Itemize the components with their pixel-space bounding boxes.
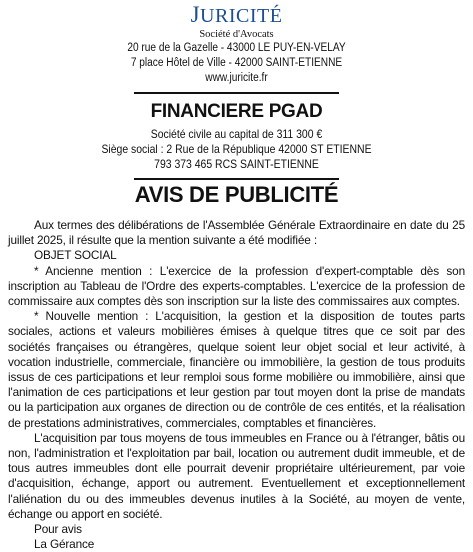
notice-title: AVIS DE PUBLICITÉ	[134, 182, 339, 207]
notice-paragraph: Aux termes des délibérations de l'Assemblée Générale Extraordinaire en date du 25 juillet 2025, il résulte que la mention suivante a été modifiée :	[8, 218, 465, 248]
title-divider	[134, 178, 339, 180]
notice-paragraph: * Nouvelle mention : L'acquisition, la gestion et la disposition de toutes parts sociales, actions et valeurs mobilières émises à quelque titres que ce soit par des sociétés françaises ou étrangères, quelque soient leur objet social et leur activité, à vocation industrielle, commerciale, financière ou immobilière, la gestion de tous produits issus de ces participations et leur remploi sous forme mobilière ou immobilière, ainsi que l'animation de ces participations et leur gestion par tout moyen dont la prise de mandats ou la participation aux organes de direction ou de contrôle de ces entités, et la réalisation de prestations administratives, commerciales, comptables et financières.	[8, 309, 465, 430]
notice-paragraph: * Ancienne mention : L'exercice de la profession d'expert-comptable dès son inscription au Tableau de l'Ordre des experts-comptables. L'exercice de la profession de commissaire aux comptes dès son inscription sur la liste des commissaires aux comptes.	[8, 263, 465, 309]
notice-body	[8, 218, 465, 552]
company-rcs-number: 793 373 465 RCS SAINT-ETIENNE	[154, 158, 319, 171]
notice-paragraph: L'acquisition par tous moyens de tous immeubles en France ou à l'étranger, bâtis ou non, l'administration et l'exploitation par bail, location ou autrement dudit immeuble, et de tous autres immeubles dont elle pourrait devenir propriétaire ultérieurement, par voie d'acquisition, échange, apport ou autrement. Eventuellement et exceptionnellement l'aliénation du ou des immeubles devenus inutiles à la Société, au moyen de vente, échange ou apport en société.	[8, 430, 465, 521]
firm-subtitle: Société d'Avocats	[199, 29, 274, 40]
company-registered-office: Siège social : 2 Rue de la République 42000 ST ETIENNE	[101, 143, 372, 156]
notice-signatory: La Gérance	[34, 537, 95, 552]
firm-address-line: 20 rue de la Gazelle - 43000 LE PUY-EN-VELAY	[127, 42, 346, 54]
firm-logo: JURICITÉ	[190, 2, 283, 27]
firm-address-line: 7 place Hôtel de Ville - 42000 SAINT-ETIENNE	[130, 57, 343, 69]
law-firm-letterhead	[8, 0, 465, 86]
header-divider	[134, 92, 339, 94]
notice-section-heading: OBJET SOCIAL	[34, 248, 117, 263]
company-name: FINANCIERE PGAD	[150, 101, 323, 122]
notice-signoff: Pour avis	[34, 522, 82, 537]
company-capital: Société civile au capital de 311 300 €	[150, 128, 323, 141]
company-info	[31, 127, 442, 172]
firm-website: www.juricite.fr	[205, 72, 268, 84]
